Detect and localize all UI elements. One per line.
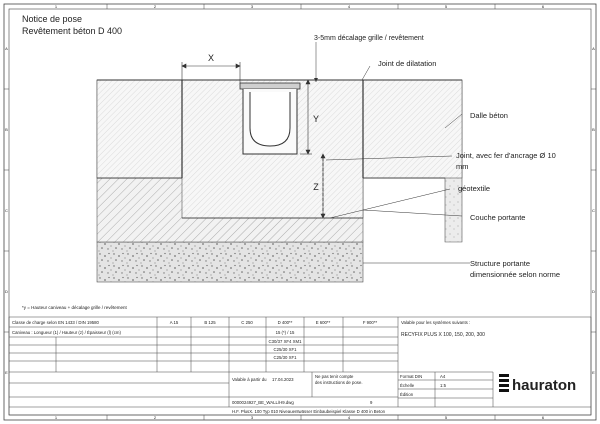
label-geotextile: géotextile xyxy=(458,184,491,193)
col-label: 1 xyxy=(54,3,58,9)
row-label: A xyxy=(592,46,595,51)
file-name: 0000024927_BE_WALL/H9.dwg xyxy=(232,400,294,405)
class-cell: A 15 xyxy=(169,320,179,325)
label-structure-1: Structure portante xyxy=(470,259,531,268)
row-label: D xyxy=(592,289,595,294)
systems: RECYFIX PLUS X 100, 150, 200, 300 xyxy=(401,332,485,338)
format-value: A4 xyxy=(440,374,446,379)
row-label: A xyxy=(5,46,8,51)
row-label: B xyxy=(5,127,8,132)
label-offset: 3-5mm décalage grille / revêtement xyxy=(314,35,424,42)
col-label: 2 xyxy=(153,3,157,9)
col-label: 6 xyxy=(541,415,545,420)
valid-from-label: Valable à partir du xyxy=(232,377,267,382)
table-row1-label: Classe de charge selon EN 1433 / DIN 19580 xyxy=(12,320,99,325)
table-row2-value: 15 (*) / 15 xyxy=(275,330,295,335)
channel-profile xyxy=(250,92,290,146)
title-line-1: Notice de pose xyxy=(22,14,83,24)
class-cell: D 400** xyxy=(277,320,293,325)
col-label: 1 xyxy=(54,415,58,420)
d400-value: C25/30 XF1 xyxy=(273,347,297,352)
row-label: B xyxy=(592,127,595,132)
suitability-title: Valable pour les systèmes suivants : xyxy=(401,320,471,325)
label-couche: Couche portante xyxy=(470,213,526,222)
col-label: 3 xyxy=(250,3,254,9)
slab-left-surface xyxy=(97,80,182,178)
hauraton-logo xyxy=(499,374,576,394)
label-structure-2: dimensionnée selon norme xyxy=(470,270,561,279)
footnote: *y = Hauteur caniveau + décalage grille / revêtement xyxy=(22,305,127,310)
row-label: D xyxy=(5,289,8,294)
label-dalle: Dalle béton xyxy=(470,111,508,120)
col-label: 4 xyxy=(347,415,351,420)
logo-wordmark: hauraton xyxy=(512,377,577,394)
col-label: 5 xyxy=(444,3,448,9)
row-label: C xyxy=(5,208,8,213)
d400-value: C30/37 XF4 XM1 xyxy=(268,339,302,344)
label-anchor-2: mm xyxy=(456,162,469,171)
title-line-2: Revêtement béton D 400 xyxy=(22,26,123,36)
table-row2-label: Caniveau : Longueur (1) / Hauteur (z) / Épaisseur (l) (cm) xyxy=(12,330,121,335)
structure-layer xyxy=(97,242,363,282)
row-label: E xyxy=(5,370,8,375)
file-page: 9 xyxy=(370,400,373,405)
col-label: 6 xyxy=(541,3,545,9)
logo-mark xyxy=(499,374,509,392)
col-label: 2 xyxy=(153,415,157,420)
dim-x-label: X xyxy=(207,53,215,63)
class-cell: B 125 xyxy=(204,320,216,325)
col-label: 4 xyxy=(347,3,351,9)
dim-y-label: Y xyxy=(312,114,320,124)
title-block-text xyxy=(12,320,485,414)
valid-from-date: 17.04.2023 xyxy=(272,377,294,382)
note-line-1: Ne pas tenir compte xyxy=(315,374,354,379)
label-anchor-1: Joint, avec fer d'ancrage Ø 10 xyxy=(456,151,556,160)
col-label: 5 xyxy=(444,415,448,420)
class-cell: F 900** xyxy=(362,320,378,325)
scale-value: 1:5 xyxy=(440,383,446,388)
note-line-2: des instructions de pose. xyxy=(315,380,363,385)
col-label: 3 xyxy=(250,415,254,420)
edition-label: Édition xyxy=(400,392,414,397)
row-label: C xyxy=(592,208,595,213)
scale-label: Échelle xyxy=(400,383,415,388)
class-cell: C 250 xyxy=(241,320,253,325)
grate xyxy=(240,83,300,89)
channel xyxy=(240,83,300,154)
slab-right-surface xyxy=(363,80,462,178)
row-label: E xyxy=(592,370,595,375)
label-joint: Joint de dilatation xyxy=(378,59,437,68)
class-cell: E 600** xyxy=(315,320,331,325)
dim-z-label: Z xyxy=(313,182,319,192)
d400-value: C25/30 XF1 xyxy=(273,355,297,360)
bottom-title: H.F. PlusX. 100 Typ 010 Niveauentwässer Einbaubeispiel Klasse D 400 in Beton xyxy=(232,409,386,414)
format-label: Format DIN xyxy=(400,374,423,379)
